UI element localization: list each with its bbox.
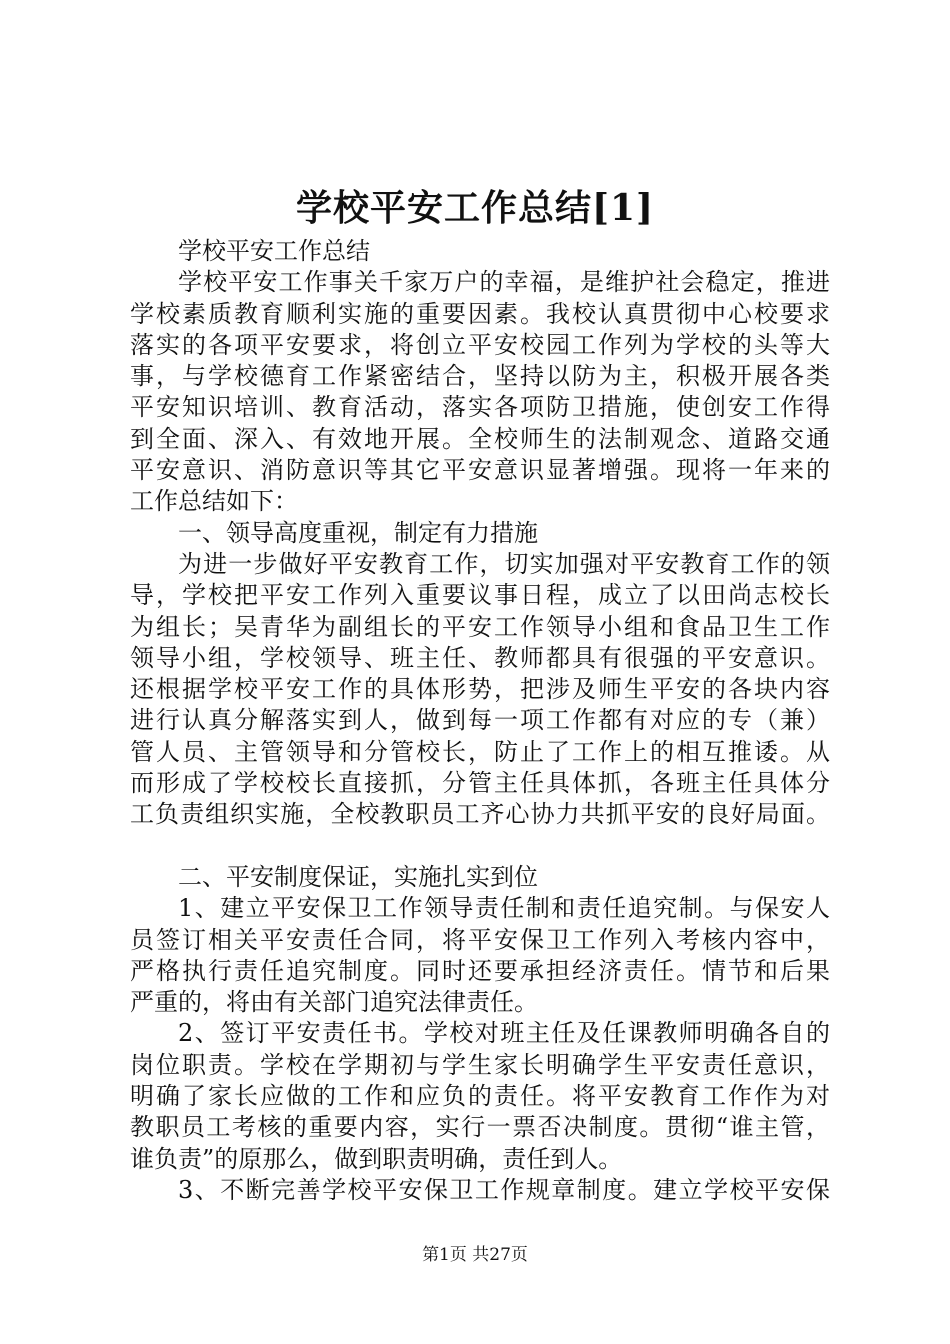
body-line: 谁负责”的原那么，做到职责明确，责任到人。 <box>130 1144 623 1173</box>
body-line: 事，与学校德育工作紧密结合，坚持以防为主，积极开展各类 <box>130 362 830 391</box>
body-line: 为组长；吴青华为副组长的平安工作领导小组和食品卫生工作 <box>130 612 830 641</box>
page-footer: 第1页 共27页 <box>422 1245 528 1265</box>
body-line: 平安知识培训、教育活动，落实各项防卫措施，使创安工作得 <box>130 393 830 422</box>
body-line: 平安意识、消防意识等其它平安意识显著增强。现将一年来的 <box>130 456 830 485</box>
body-line: 员签订相关平安责任合同，将平安保卫工作列入考核内容中， <box>130 925 830 954</box>
document-body <box>130 236 830 1206</box>
body-line: 工负责组织实施，全校教职员工齐心协力共抓平安的良好局面。 <box>130 800 830 829</box>
body-line: 1、建立平安保卫工作领导责任制和责任追究制。与保安人 <box>178 894 830 923</box>
body-line: 2、签订平安责任书。学校对班主任及任课教师明确各自的 <box>178 1019 830 1048</box>
body-line: 到全面、深入、有效地开展。全校师生的法制观念、道路交通 <box>130 424 830 453</box>
body-line: 3、不断完善学校平安保卫工作规章制度。建立学校平安保 <box>178 1175 830 1204</box>
body-line: 导，学校把平安工作列入重要议事日程，成立了以田尚志校长 <box>130 581 830 610</box>
body-line: 学校平安工作事关千家万户的幸福，是维护社会稳定，推进 <box>178 268 830 297</box>
body-line: 二、平安制度保证，实施扎实到位 <box>178 862 538 891</box>
document-title: 学校平安工作总结[1] <box>295 187 655 229</box>
body-line: 进行认真分解落实到人，做到每一项工作都有对应的专（兼） <box>130 706 830 735</box>
body-line: 严重的，将由有关部门追究法律责任。 <box>130 988 538 1017</box>
body-line: 一、领导高度重视，制定有力措施 <box>178 518 538 547</box>
body-line: 严格执行责任追究制度。同时还要承担经济责任。情节和后果 <box>130 956 830 985</box>
body-line: 管人员、主管领导和分管校长，防止了工作上的相互推诿。从 <box>130 737 830 766</box>
body-line: 落实的各项平安要求，将创立平安校园工作列为学校的头等大 <box>130 330 830 359</box>
body-line: 教职员工考核的重要内容，实行一票否决制度。贯彻“谁主管， <box>130 1113 830 1142</box>
body-line: 岗位职责。学校在学期初与学生家长明确学生平安责任意识， <box>130 1050 830 1079</box>
body-line: 而形成了学校校长直接抓，分管主任具体抓，各班主任具体分 <box>130 769 830 798</box>
body-line: 领导小组，学校领导、班主任、教师都具有很强的平安意识。 <box>130 643 830 672</box>
body-line: 明确了家长应做的工作和应负的责任。将平安教育工作作为对 <box>130 1082 830 1111</box>
body-line: 为进一步做好平安教育工作，切实加强对平安教育工作的领 <box>178 549 830 578</box>
body-line: 学校素质教育顺利实施的重要因素。我校认真贯彻中心校要求 <box>130 299 830 328</box>
body-line: 工作总结如下： <box>130 487 298 516</box>
blank-line <box>130 831 830 862</box>
body-line: 学校平安工作总结 <box>178 237 370 265</box>
body-line: 还根据学校平安工作的具体形势，把涉及师生平安的各块内容 <box>130 675 830 704</box>
